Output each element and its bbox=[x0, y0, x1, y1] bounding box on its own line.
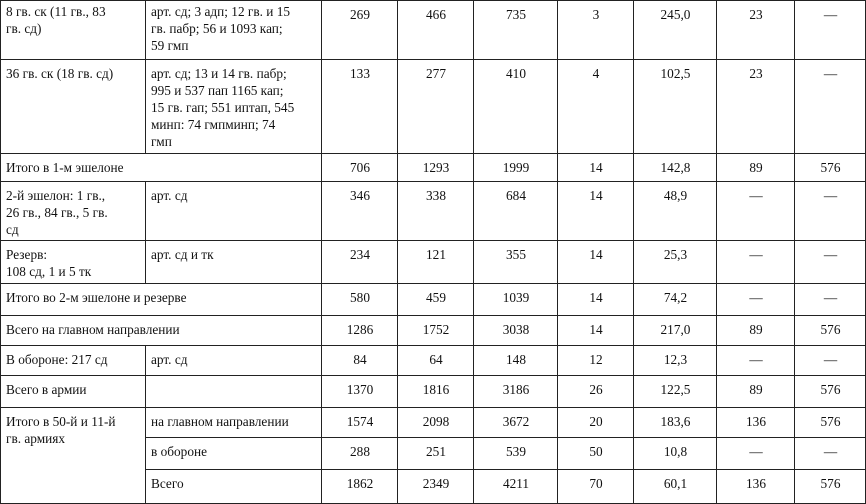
table-row bbox=[1, 284, 866, 316]
cell-c2: 1293 bbox=[398, 154, 474, 182]
cell-c7: — bbox=[795, 1, 866, 60]
table-row bbox=[1, 376, 866, 408]
cell-c5: 122,5 bbox=[634, 376, 717, 408]
table-row bbox=[1, 154, 866, 182]
cell-c2: 251 bbox=[398, 438, 474, 470]
cell-c6: 23 bbox=[717, 1, 795, 60]
cell-c2: 277 bbox=[398, 60, 474, 154]
cell-c2: 2098 bbox=[398, 408, 474, 438]
cell-c6: 89 bbox=[717, 154, 795, 182]
cell-c6: — bbox=[717, 346, 795, 376]
cell-c7: — bbox=[795, 284, 866, 316]
cell-c7: — bbox=[795, 241, 866, 284]
cell-c2: 466 bbox=[398, 1, 474, 60]
cell-c2: 1752 bbox=[398, 316, 474, 346]
cell-c5: 12,3 bbox=[634, 346, 717, 376]
table-row bbox=[1, 182, 866, 241]
cell-c4: 14 bbox=[558, 284, 634, 316]
row-label: 36 гв. ск (18 гв. сд) bbox=[1, 60, 146, 154]
row-label: 2-й эшелон: 1 гв., 26 гв., 84 гв., 5 гв. сд bbox=[1, 182, 146, 241]
cell-c2: 2349 bbox=[398, 470, 474, 504]
table-row bbox=[1, 1, 866, 60]
cell-c5: 245,0 bbox=[634, 1, 717, 60]
cell-c1: 346 bbox=[322, 182, 398, 241]
cell-c6: 89 bbox=[717, 316, 795, 346]
cell-c5: 74,2 bbox=[634, 284, 717, 316]
cell-c1: 133 bbox=[322, 60, 398, 154]
row-units bbox=[146, 376, 322, 408]
cell-c7: 576 bbox=[795, 154, 866, 182]
cell-c1: 580 bbox=[322, 284, 398, 316]
cell-c4: 20 bbox=[558, 408, 634, 438]
row-label: Всего на главном направлении bbox=[1, 316, 322, 346]
cell-c4: 14 bbox=[558, 241, 634, 284]
row-units: Всего bbox=[146, 470, 322, 504]
cell-c3: 684 bbox=[474, 182, 558, 241]
cell-c4: 4 bbox=[558, 60, 634, 154]
cell-c3: 148 bbox=[474, 346, 558, 376]
cell-c4: 14 bbox=[558, 182, 634, 241]
cell-c7: 576 bbox=[795, 470, 866, 504]
cell-c2: 64 bbox=[398, 346, 474, 376]
cell-c1: 84 bbox=[322, 346, 398, 376]
cell-c6: — bbox=[717, 182, 795, 241]
cell-c3: 410 bbox=[474, 60, 558, 154]
cell-c5: 60,1 bbox=[634, 470, 717, 504]
table-row bbox=[1, 60, 866, 154]
cell-c7: — bbox=[795, 60, 866, 154]
cell-c5: 25,3 bbox=[634, 241, 717, 284]
cell-c1: 288 bbox=[322, 438, 398, 470]
cell-c5: 102,5 bbox=[634, 60, 717, 154]
cell-c1: 269 bbox=[322, 1, 398, 60]
cell-c5: 142,8 bbox=[634, 154, 717, 182]
cell-c2: 1816 bbox=[398, 376, 474, 408]
row-units: арт. сд bbox=[146, 182, 322, 241]
cell-c7: — bbox=[795, 182, 866, 241]
cell-c5: 183,6 bbox=[634, 408, 717, 438]
table-row bbox=[1, 316, 866, 346]
cell-c3: 3038 bbox=[474, 316, 558, 346]
row-label: В обороне: 217 сд bbox=[1, 346, 146, 376]
row-label: 8 гв. ск (11 гв., 83 гв. сд) bbox=[1, 1, 146, 60]
row-units: на главном направлении bbox=[146, 408, 322, 438]
cell-c3: 539 bbox=[474, 438, 558, 470]
row-label: Всего в армии bbox=[1, 376, 146, 408]
row-label: Итого в 1-м эшелоне bbox=[1, 154, 322, 182]
cell-c3: 355 bbox=[474, 241, 558, 284]
cell-c1: 1286 bbox=[322, 316, 398, 346]
table-row bbox=[1, 408, 866, 438]
cell-c2: 459 bbox=[398, 284, 474, 316]
cell-c1: 1574 bbox=[322, 408, 398, 438]
cell-c6: 23 bbox=[717, 60, 795, 154]
cell-c7: — bbox=[795, 346, 866, 376]
cell-c3: 1039 bbox=[474, 284, 558, 316]
table-row bbox=[1, 346, 866, 376]
cell-c2: 338 bbox=[398, 182, 474, 241]
cell-c7: 576 bbox=[795, 316, 866, 346]
row-label: Резерв: 108 сд, 1 и 5 тк bbox=[1, 241, 146, 284]
row-units: арт. сд; 13 и 14 гв. пабр; 995 и 537 пап 1165 кап; 15 гв. гап; 551 иптап, 545 минп: 74 гмпминп; 74 гмп bbox=[146, 60, 322, 154]
row-units: арт. сд; 3 адп; 12 гв. и 15 гв. пабр; 56 и 1093 кап; 59 гмп bbox=[146, 1, 322, 60]
cell-c3: 4211 bbox=[474, 470, 558, 504]
row-units: арт. сд и тк bbox=[146, 241, 322, 284]
cell-c1: 234 bbox=[322, 241, 398, 284]
cell-c6: — bbox=[717, 438, 795, 470]
row-label: Итого во 2-м эшелоне и резерве bbox=[1, 284, 322, 316]
cell-c4: 12 bbox=[558, 346, 634, 376]
cell-c5: 48,9 bbox=[634, 182, 717, 241]
cell-c7: — bbox=[795, 438, 866, 470]
cell-c1: 1370 bbox=[322, 376, 398, 408]
cell-c4: 70 bbox=[558, 470, 634, 504]
row-label: Итого в 50-й и 11-й гв. армиях bbox=[1, 408, 146, 504]
cell-c1: 1862 bbox=[322, 470, 398, 504]
cell-c6: 89 bbox=[717, 376, 795, 408]
row-units: в обороне bbox=[146, 438, 322, 470]
cell-c4: 26 bbox=[558, 376, 634, 408]
table-row bbox=[1, 241, 866, 284]
cell-c7: 576 bbox=[795, 408, 866, 438]
cell-c2: 121 bbox=[398, 241, 474, 284]
cell-c4: 14 bbox=[558, 154, 634, 182]
cell-c6: 136 bbox=[717, 470, 795, 504]
cell-c1: 706 bbox=[322, 154, 398, 182]
row-units: арт. сд bbox=[146, 346, 322, 376]
cell-c3: 3672 bbox=[474, 408, 558, 438]
cell-c3: 735 bbox=[474, 1, 558, 60]
cell-c5: 217,0 bbox=[634, 316, 717, 346]
cell-c6: 136 bbox=[717, 408, 795, 438]
cell-c5: 10,8 bbox=[634, 438, 717, 470]
cell-c3: 1999 bbox=[474, 154, 558, 182]
cell-c4: 50 bbox=[558, 438, 634, 470]
cell-c4: 3 bbox=[558, 1, 634, 60]
cell-c6: — bbox=[717, 284, 795, 316]
cell-c7: 576 bbox=[795, 376, 866, 408]
cell-c3: 3186 bbox=[474, 376, 558, 408]
cell-c6: — bbox=[717, 241, 795, 284]
cell-c4: 14 bbox=[558, 316, 634, 346]
